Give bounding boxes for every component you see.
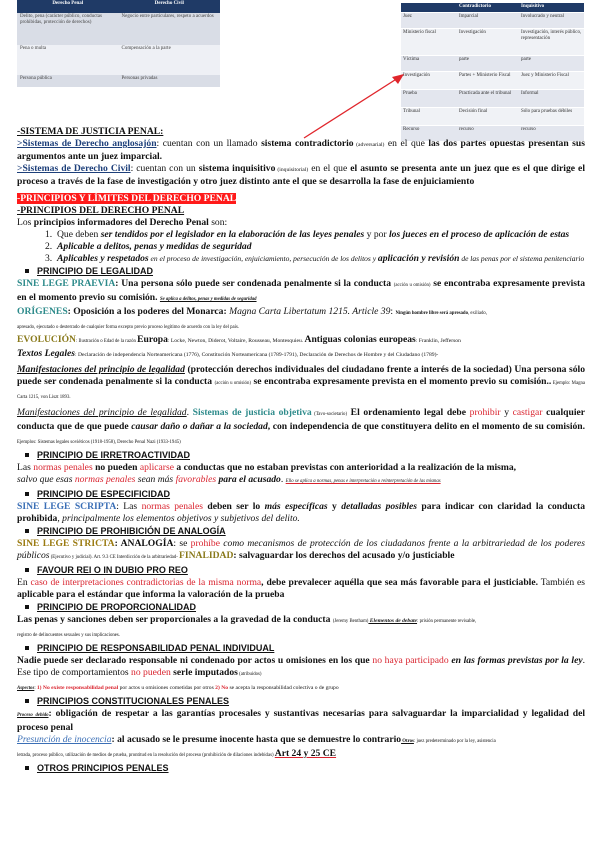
bullet-icon [25, 568, 29, 572]
table-header: Contradictorio [457, 3, 519, 13]
note: (acción u omisión) [214, 381, 251, 386]
text: : [34, 686, 37, 691]
text: Magna Carta Libertatum 1215. Article 39 [229, 306, 391, 317]
paragraph [17, 614, 585, 642]
text: en el proceso de investigación, enjuiciamiento, persecución de los delitos y [148, 254, 378, 263]
text: como mecanismos de protección de los ciudadanos frente a la arbitrariedad de los poderes públicos [17, 538, 585, 561]
term: SINE LEGE PRAEVIA [17, 278, 116, 289]
list-item: 1. Que deben ser tendidos por el legislador en la elaboración de las leyes penales y por los jueces en el proceso de aplicación de estas [45, 229, 570, 240]
bullet-heading [17, 642, 585, 655]
text: causar daño o dañar a la sociedad [131, 421, 268, 432]
contradictorio-vs-inquisitivo-table [401, 3, 584, 142]
paragraph [17, 278, 585, 306]
text: normas penales [33, 462, 93, 473]
table-cell: Ministerio fiscal [401, 29, 457, 56]
text: prohibir [469, 407, 501, 418]
text: : cuentan con un llamado [156, 138, 262, 149]
text: : salvaguardar los derechos del acusado y/o justiciable [233, 550, 455, 561]
table-header: Derecho Civil [119, 0, 221, 13]
term: >Sistemas de Derecho anglosajón [17, 138, 157, 149]
text: Aplicables y respetados [57, 253, 149, 264]
text: En [17, 577, 31, 588]
text: normas penales [74, 474, 136, 485]
table-cell: recurso [519, 126, 584, 142]
bullet-heading [17, 762, 585, 775]
text: las dos partes opuestas presentan sus argumentos ante un juez imparcial. [17, 138, 585, 162]
text: los jueces en el proceso de aplicación de estas [389, 229, 570, 240]
term: SINE LEGE STRICTA [17, 538, 115, 549]
text: sean más [135, 474, 176, 485]
heading-text: PRINCIPIO DE PROPORCIONALIDAD [37, 602, 197, 612]
paragraph [17, 538, 585, 564]
note: letrada, proceso público, utilización de medios de prueba, prontitud en la resolución del proceso (prohibición de dilaciones indebidas) [17, 753, 275, 758]
text: También es [537, 577, 585, 588]
text: detalladas posibles [341, 501, 418, 512]
text: 1) No existe responsabilidad penal [36, 685, 119, 691]
note: (Tavo-societario) [311, 412, 348, 417]
text: deben ser lo [202, 501, 265, 512]
table-cell: Recurso [401, 126, 457, 142]
note: : Locke, Newton, Diderot, Voltaire, Rousseau, Montesquieu. [167, 338, 305, 344]
paragraph [17, 334, 585, 361]
term: FINALIDAD [179, 550, 234, 561]
paragraph [17, 306, 585, 334]
text: salvo que esas [17, 474, 75, 485]
note: registro de delincuentes sexuales y sus implicaciones. [17, 633, 120, 638]
term: Manifestaciones del principio de legalidad [17, 364, 185, 375]
table-cell: Investigación, interés público, representación [519, 29, 584, 56]
text: Que deben [57, 229, 101, 240]
table-cell: Informal [519, 90, 584, 108]
table-cell: Involucrado y neutral [519, 13, 584, 29]
text: en las formas previstas por la ley [448, 655, 583, 666]
table-cell: parte [457, 56, 519, 72]
text: : cuentan con un [130, 163, 199, 174]
text: . [280, 474, 286, 485]
text: en el que [384, 138, 429, 149]
text: . Ese tipo de comportamientos [17, 655, 586, 678]
section-heading: -PRINCIPIOS DEL DERECHO PENAL [17, 205, 185, 216]
paragraph [17, 734, 585, 762]
text: en el que [308, 163, 351, 174]
text: castigar [512, 407, 543, 418]
text: , debe prevalecer aquélla que sea más favorable para el justiciable. [261, 577, 538, 588]
text: de las penas por el sistema penitenciario [459, 254, 585, 263]
paragraph [17, 577, 585, 601]
text: y por [364, 229, 390, 240]
table-header: Derecho Penal [17, 0, 119, 13]
note: Se aplica a delitos, penas y medidas de seguridad [159, 297, 257, 302]
bullet-heading [17, 488, 585, 501]
note: (atribuidos) [237, 672, 262, 677]
heading-text: -PRINCIPIOS Y LÍMITES DEL DERECHO PENAL [17, 193, 237, 204]
table-cell: Practicada ante el tribunal [457, 90, 519, 108]
civil-vs-penal-table [17, 0, 220, 87]
note: . Art. 9.3 CE Interdicción de la arbitrariedad- [91, 555, 179, 560]
text: : Oposición a los poderes del Monarca: [67, 306, 230, 317]
text: no pueden [92, 462, 140, 473]
note: : juez predeterminado por la ley, asistencia [413, 739, 496, 744]
list-item: 2. Aplicable a delitos, penas y medidas de seguridad [45, 241, 252, 252]
paragraph [17, 407, 585, 449]
text: cualquier conducta que de que puede [17, 407, 586, 432]
term: sistema inquisitivo [198, 163, 276, 174]
table-cell: Compensación a la parte [119, 45, 221, 75]
text: Las penas y sanciones deben ser proporcionales a la gravedad de la conducta [17, 614, 333, 625]
text: para indicar con claridad la conducta prohibida [17, 501, 585, 524]
note: : prisión permanente revisable, [417, 619, 477, 624]
table-cell: recurso [457, 126, 519, 142]
text: para el acusado [216, 474, 281, 485]
term: Textos Legales [17, 348, 75, 359]
term: Manifestaciones del principio de legalidad [17, 407, 187, 418]
paragraph [17, 138, 585, 163]
text: , principalmente los elementos objetivos y subjetivos del delito. [57, 513, 300, 524]
term: Otros [401, 739, 414, 744]
note: apresado, ejecutado o desterrado de cualquier forma excepto previo proceso legítimo de acuerdo con la ley del país. [17, 325, 240, 330]
section-heading [17, 193, 585, 205]
text: Antiguas colonias europeas [304, 334, 416, 345]
note: Ningún hombre libre será apresado [395, 311, 468, 316]
text: normas penales [141, 501, 203, 512]
bullet-icon [25, 605, 29, 609]
text: y [500, 407, 513, 418]
note: (Jeremy Bentham) [332, 619, 369, 624]
bullet-heading [17, 525, 585, 538]
paragraph [17, 681, 585, 695]
table-cell: Negocio entre particulares, respeto a acuerdos [119, 13, 221, 45]
note: , exiliado, [467, 311, 488, 316]
term: sistema contradictorio [261, 138, 354, 149]
heading-text: PRINCIPIO DE ESPECIFICIDAD [37, 489, 171, 499]
paragraph [17, 708, 585, 734]
text: Art 24 y 25 CE [274, 748, 337, 759]
note: (inquisitorial) [275, 167, 309, 173]
text: (protección derechos individuales del ciudadano frente a interés de la sociedad) Una persona sólo puede ser condenada penalmente si la conducta [17, 364, 585, 387]
text: : obligación de respetar a las garantías procesales y sustantivas necesarias para salvaguardar la imparcialidad y legalidad del proceso penal [17, 708, 586, 733]
text: caso de interpretaciones contradictorias de la misma norma [30, 577, 262, 588]
table-cell: Imparcial [457, 13, 519, 29]
text: no haya participado [372, 655, 449, 666]
note: Ello se aplica a normas, penas e interpretación o reinterpretación de las mismas [285, 479, 441, 484]
text: se encontraba expresamente prevista en el momento previo su comisión. [17, 278, 586, 303]
bullet-icon [25, 529, 29, 533]
text: aplicación y revisión [377, 253, 460, 264]
note: : Declaración de independencia Norteamericana (1776), Constitución Norteamericana (1789-1791), Declaración de Derechos de Hombre y del Ciudadano (1789)- [75, 352, 439, 358]
text: , con independencia de que constituyera delito en el momento de su comisión. [267, 421, 586, 432]
bullet-heading [17, 449, 585, 462]
heading-text: PRINCIPIOS CONSTITUCIONALES PENALES [37, 696, 230, 706]
text: favorables [175, 474, 217, 485]
table-cell: Pena o multa [17, 45, 119, 75]
text: más específicas [264, 501, 328, 512]
term: >Sistemas de Derecho Civil [17, 163, 131, 174]
text: .. [546, 376, 552, 387]
bullet-icon [25, 492, 29, 496]
text: ser tendidos por el legislador en la elaboración de las leyes penales [100, 229, 365, 240]
table-cell: Juez y Ministerio Fiscal [519, 72, 584, 90]
note: (adversarial) [353, 142, 385, 148]
term: EVOLUCIÓN [17, 334, 76, 345]
bullet-heading [17, 564, 585, 577]
paragraph [17, 655, 585, 681]
text: serle imputados [170, 667, 238, 678]
table-cell: Sólo para pruebas débiles [519, 108, 584, 126]
text: 2) No [215, 685, 229, 691]
text: : al acusado se le presume inocente hasta que se demuestre lo contrario [111, 734, 402, 745]
note: : Ilustración o Edad de la razón [75, 339, 138, 344]
note: Ejemplo: Magna Carta 1215, von Liszt 1893. [17, 381, 585, 400]
term: Elementos de debate [368, 618, 418, 624]
term: Proceso debido [17, 713, 49, 718]
heading-text: PRINCIPIO DE PROHIBICIÓN DE ANALOGÍA [37, 526, 226, 536]
text: : Las [116, 501, 142, 512]
text: a conductas que no estaban previstas con anterioridad a la realización de la misma, [173, 462, 517, 473]
table-cell: Juez [401, 13, 457, 29]
table-cell: Partes + Ministerio Fiscal [457, 72, 519, 90]
bullet-icon [25, 453, 29, 457]
text: : [390, 306, 396, 317]
text: : ANALOGÍA [114, 538, 174, 549]
term: Sistemas de justicia objetiva [192, 407, 312, 418]
bullet-heading [17, 265, 585, 278]
note: (acción u omisión) [393, 283, 431, 288]
text: y [327, 501, 342, 512]
table-cell: Delito, pena (carácter público, conductas prohibidas, protección de derechos) [17, 13, 119, 45]
note: : Franklin, Jefferson [415, 338, 461, 344]
table-cell: parte [519, 56, 584, 72]
paragraph [17, 364, 585, 404]
text: no pueden [131, 667, 171, 678]
list-item: 3. Aplicables y respetados en el proceso de investigación, enjuiciamiento, persecución de los delitos y aplicación y revisión de las penas por el sistema penitenciario [45, 253, 585, 264]
note: (Ejecutivo y judicial) [49, 555, 92, 560]
text: Nadie puede ser declarado responsable ni condenado por actos u omisiones en los que [17, 655, 373, 666]
text: : se [173, 538, 191, 549]
term: SINE LEGE SCRIPTA [17, 501, 117, 512]
bullet-icon [25, 269, 29, 273]
term: Presunción de inocencia [17, 734, 112, 745]
text: : Una persona sólo puede ser condenada penalmente si la conducta [115, 278, 394, 289]
table-cell: Prueba [401, 90, 457, 108]
bullet-icon [25, 646, 29, 650]
table-cell: Investigación [457, 29, 519, 56]
paragraph [17, 163, 585, 188]
section-heading: -SISTEMA DE JUSTICIA PENAL: [17, 126, 164, 137]
note: Ejemplos: Sistemas legales soviéticos (1918-1958), Derecho Penal Nazi (1933-1945) [17, 440, 181, 445]
table-header [401, 3, 457, 13]
heading-text: FAVOUR REI O IN DUBIO PRO REO [37, 565, 188, 575]
bullet-icon [25, 699, 29, 703]
text: Aplicable a delitos, penas y medidas de seguridad [57, 241, 252, 252]
text: Europa [137, 334, 168, 345]
paragraph [17, 217, 585, 229]
table-cell: Persona pública [17, 75, 119, 87]
text: Las [17, 462, 34, 473]
text: por actos u omisiones cometidas por otros [118, 685, 216, 691]
text: El ordenamiento legal debe [347, 407, 470, 418]
text: aplicarse [139, 462, 174, 473]
paragraph [17, 462, 585, 488]
text: el asunto se presenta ante un juez que es el que dirige el proceso a través de la fase de investigación y otro juez distinto ante el que se desarrolla la fase de enjuiciamiento [17, 163, 585, 187]
document-body [17, 126, 585, 775]
heading-text: PRINCIPIO DE IRRETROACTIVIDAD [37, 450, 191, 460]
heading-text: PRINCIPIO DE LEGALIDAD [37, 266, 154, 276]
heading-text: PRINCIPIO DE RESPONSABILIDAD PENAL INDIVIDUAL [37, 643, 275, 653]
paragraph [17, 501, 585, 525]
term: ORÍGENES [17, 306, 68, 317]
table-cell: Personas privadas [119, 75, 221, 87]
text: principios informadores del Derecho Penal [33, 217, 209, 228]
table-cell: Investigación [401, 72, 457, 90]
text: se acepta la responsabilidad colectiva o de grupo [228, 685, 339, 691]
table-cell: Decisión final [457, 108, 519, 126]
text: son: [208, 217, 228, 228]
text: . [186, 407, 193, 418]
heading-text: OTROS PRINCIPIOS PENALES [37, 763, 169, 773]
ordered-list [17, 229, 585, 265]
text: se encontraba expresamente prevista en el momento previo su comisión [250, 376, 547, 387]
table-cell: Tribunal [401, 108, 457, 126]
bullet-icon [25, 766, 29, 770]
term: Aspectos [17, 686, 35, 691]
table-cell: Víctima [401, 56, 457, 72]
text: aplicable para el estándar que informa la valoración de la prueba [17, 589, 285, 600]
text: Los [17, 217, 34, 228]
text: prohíbe [190, 538, 220, 549]
table-header: Inquisitivo [519, 3, 584, 13]
bullet-heading [17, 601, 585, 614]
bullet-heading [17, 695, 585, 708]
